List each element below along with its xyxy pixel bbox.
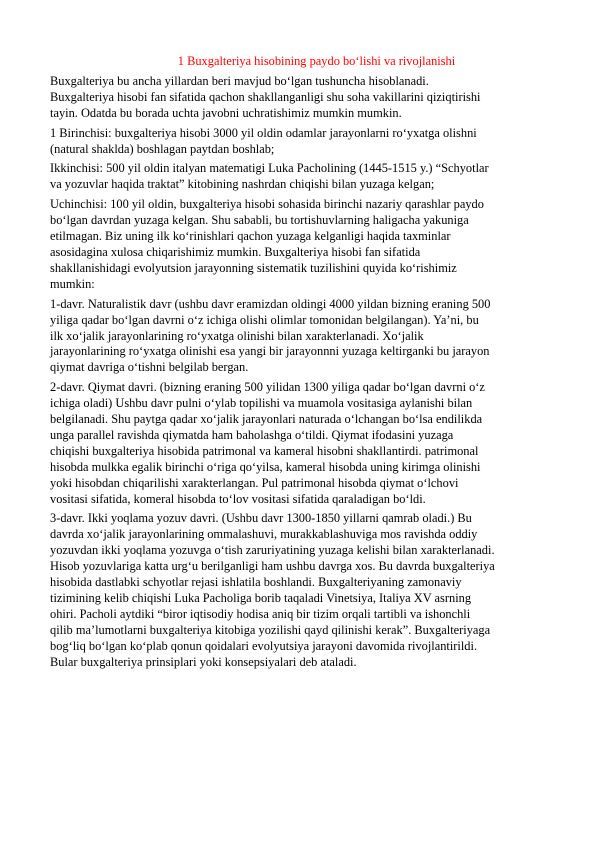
- text-line: davrda xo‘jalik jarayonlarining ommalashuvi, murakkablashuviga mos ravishda oddiy: [50, 527, 478, 542]
- paragraph: [50, 511, 553, 670]
- text-line: chiqishi buxgalteriya hisobida patrimonal va kameral hisobni shakllantirdi. patrimonal: [50, 443, 479, 458]
- text-line: bog‘liq bo‘lgan ko‘plab qonun qoidalari evolyutsiya jarayoni davomida rivojlantirildi.: [50, 638, 478, 653]
- text-line: tayin. Odatda bu borada uchta javobni uchratishimiz mumkin mumkin.: [50, 105, 402, 120]
- paragraph: [50, 161, 553, 193]
- text-line: 2-davr. Qiymat davri. (bizning eraning 500 yilidan 1300 yiliga qadar bo‘lgan davrni o‘z: [50, 380, 485, 395]
- paragraph: [50, 126, 553, 158]
- text-line: Uchinchisi: 100 yil oldin, buxgalteriya hisobi sohasida birinchi nazariy qarashlar paydo: [50, 197, 484, 212]
- paragraph: [50, 297, 553, 377]
- text-line: qiymat davriga o‘tishni belgilab bergan.: [50, 360, 249, 375]
- text-line: 1 Birinchisi: buxgalteriya hisobi 3000 yil oldin odamlar jarayonlarni ro‘yxatga olishni: [50, 125, 477, 140]
- text-line: va yozuvlar haqida traktat” kitobining nashrdan chiqishi bilan yuzaga kelgan;: [50, 177, 435, 192]
- text-line: hisobda mulkka egalik birinchi o‘riga qo‘yilsa, kameral hisobda uning kirimga olinishi: [50, 459, 481, 474]
- text-line: Buxgalteriya bu ancha yillardan beri mavjud bo‘lgan tushuncha hisoblanadi.: [50, 73, 429, 88]
- text-line: bo‘lgan davrdan yuzaga kelgan. Shu sababli, bu tortishuvlarning haligacha yakuniga: [50, 213, 469, 228]
- text-line: Buxgalteriya hisobi fan sifatida qachon shakllanganligi shu soha vakillarini qiziqtirishi: [50, 89, 481, 104]
- text-line: Hisob yozuvlariga katta urg‘u berilganligi ham ushbu davrga xos. Bu davrda buxgalteriya: [50, 559, 495, 574]
- document-body: [50, 74, 553, 671]
- paragraph: [50, 74, 553, 122]
- text-line: shakllanishidagi evolyutsion jarayonning sistematik tuzilishini quyida ko‘rishimiz: [50, 260, 457, 275]
- text-line: hisobida dastlabki schyotlar rejasi ishlatila boshlandi. Buxgalteriyaning zamonaviy: [50, 575, 462, 590]
- text-line: vositasi sifatida, komeral hisobda to‘lov vositasi sifatida qaraladigan bo‘ldi.: [50, 491, 426, 506]
- paragraph: [50, 380, 553, 507]
- text-line: Bular buxgalteriya prinsiplari yoki konsepsiyalari deb ataladi.: [50, 654, 357, 669]
- text-line: mumkin:: [50, 276, 95, 291]
- text-line: tizimining kelib chiqishi Luka Pacholiga borib taqaladi Vinetsiya, Italiya XV asrning: [50, 591, 472, 605]
- text-line: belgilanadi. Shu paytga qadar xo‘jalik jarayonlari naturada o‘lchangan bo‘lsa endilikda: [50, 412, 483, 427]
- text-line: 3-davr. Ikki yoqlama yozuv davri. (Ushbu davr 1300-1850 yillarni qamrab oladi.) Bu: [50, 511, 472, 526]
- text-line: qilib ma’lumotlarni buxgalteriya kitobiga yozilishi qayd qilinishi kerak”. Buxgalteriyaga: [50, 622, 491, 637]
- text-line: etilmagan. Biz uning ilk ko‘rinishlari qachon yuzaga kelganligi haqida taxminlar: [50, 229, 451, 244]
- document-title: 1 Buxgalteriya hisobining paydo bo‘lishi va rivojlanishi: [177, 54, 456, 68]
- document-page: [50, 54, 553, 675]
- text-line: ichiga oladi) Ushbu davr pulni o‘ylab topilishi va muamola vositasiga aylanishi bilan: [50, 396, 473, 411]
- text-line: (natural shaklda) boshlagan paytdan boshlab;: [50, 141, 275, 156]
- text-line: ilk xo‘jalik jarayonlarining ro‘yxatga olinishi bilan xarakterlanadi. Xo‘jalik: [50, 328, 424, 343]
- text-line: asosidagina xulosa chiqarishimiz mumkin. Buxgalteriya hisobi fan sifatida: [50, 244, 421, 259]
- text-line: yiliga qadar bo‘lgan davrni o‘z ichiga olishi olimlar tomonidan belgilangan). Ya’ni, bu: [50, 312, 479, 327]
- text-line: Ikkinchisi: 500 yil oldin italyan matematigi Luka Pacholining (1445-1515 y.) “Schyotlar: [50, 161, 489, 176]
- text-line: unga parallel ravishda qiymatda ham baholashga o‘tildi. Qiymat ifodasini yuzaga: [50, 427, 454, 442]
- text-line: ohiri. Pacholi aytdiki “biror iqtisodiy hodisa aniq bir tizim orqali tartibli va ishonchli: [50, 606, 471, 621]
- text-line: 1-davr. Naturalistik davr (ushbu davr eramizdan oldingi 4000 yildan bizning eraning 500: [50, 296, 491, 311]
- paragraph: [50, 197, 553, 292]
- text-line: yoki hisobdan chiqarilishi xarakterlangan. Pul patrimonal hisobda qiymat o‘lchovi: [50, 475, 459, 490]
- text-line: jarayonlarining ro‘yxatga olinishi esa yangi bir jarayonnni yuzaga keltirganki bu jarayon: [50, 344, 490, 359]
- text-line: yozuvdan ikki yoqlama yozuvga o‘tish zaruriyatining yuzaga kelishi bilan xarakterlanadi.: [50, 543, 495, 558]
